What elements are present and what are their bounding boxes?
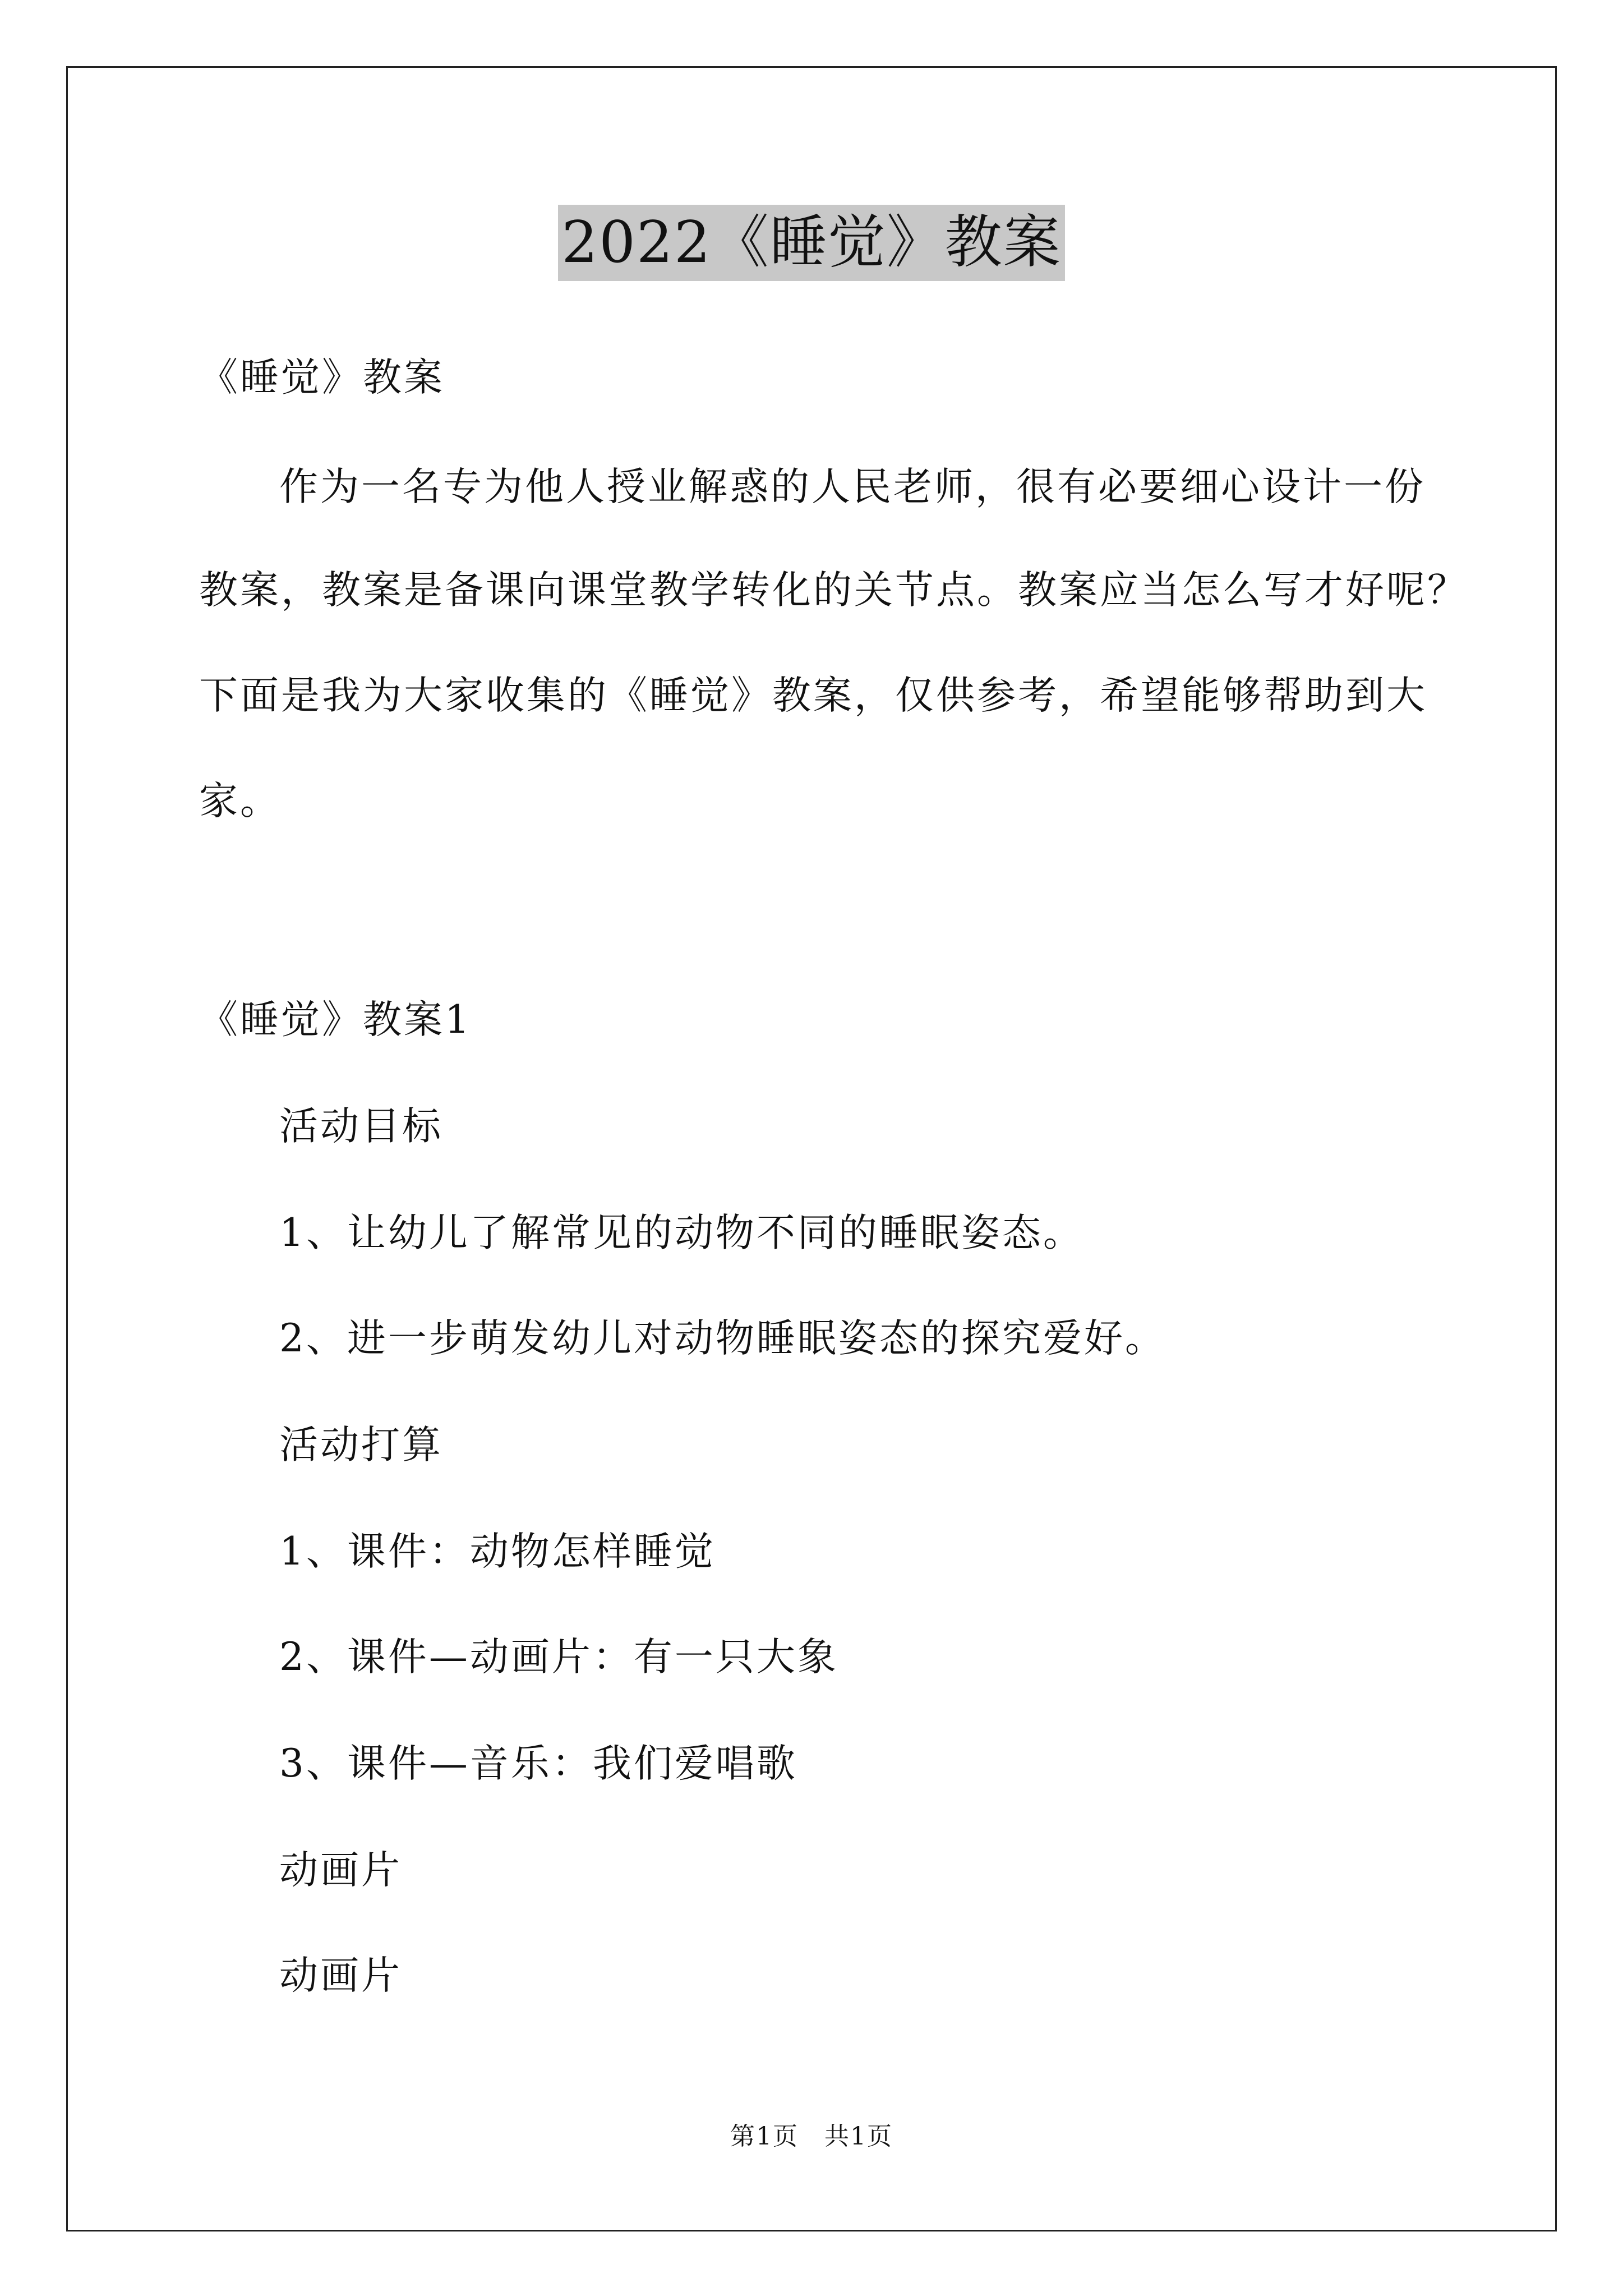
prep-item-1: 1、课件：动物怎样睡觉 [279,1529,716,1574]
page-footer: 第1页 共1页 [730,2122,893,2151]
section-heading: 《睡觉》教案1 [199,997,472,1042]
intro-line-2: 教案，教案是备课向课堂教学转化的关节点。教案应当怎么写才好呢？ [199,568,1468,613]
body-line-b: 动画片 [279,1953,402,1998]
intro-line-3: 下面是我为大家收集的《睡觉》教案，仅供参考，希望能够帮助到大 [199,673,1427,718]
prep-heading: 活动打算 [279,1423,443,1467]
document-title: 2022《睡觉》教案 [558,205,1065,281]
goal-heading: 活动目标 [279,1104,443,1149]
goal-item-1: 1、让幼儿了解常见的动物不同的睡眠姿态。 [279,1211,1084,1255]
goal-item-2: 2、进一步萌发幼儿对动物睡眠姿态的探究爱好。 [279,1316,1166,1361]
subtitle: 《睡觉》教案 [199,355,445,400]
body-line-a: 动画片 [279,1848,402,1893]
intro-line-1: 作为一名专为他人授业解惑的人民老师，很有必要细心设计一份 [279,464,1426,509]
prep-item-3: 3、课件—音乐：我们爱唱歌 [279,1741,797,1786]
prep-item-2: 2、课件—动画片：有一只大象 [279,1635,838,1680]
intro-line-4: 家。 [199,779,281,823]
title-block [0,205,1623,281]
